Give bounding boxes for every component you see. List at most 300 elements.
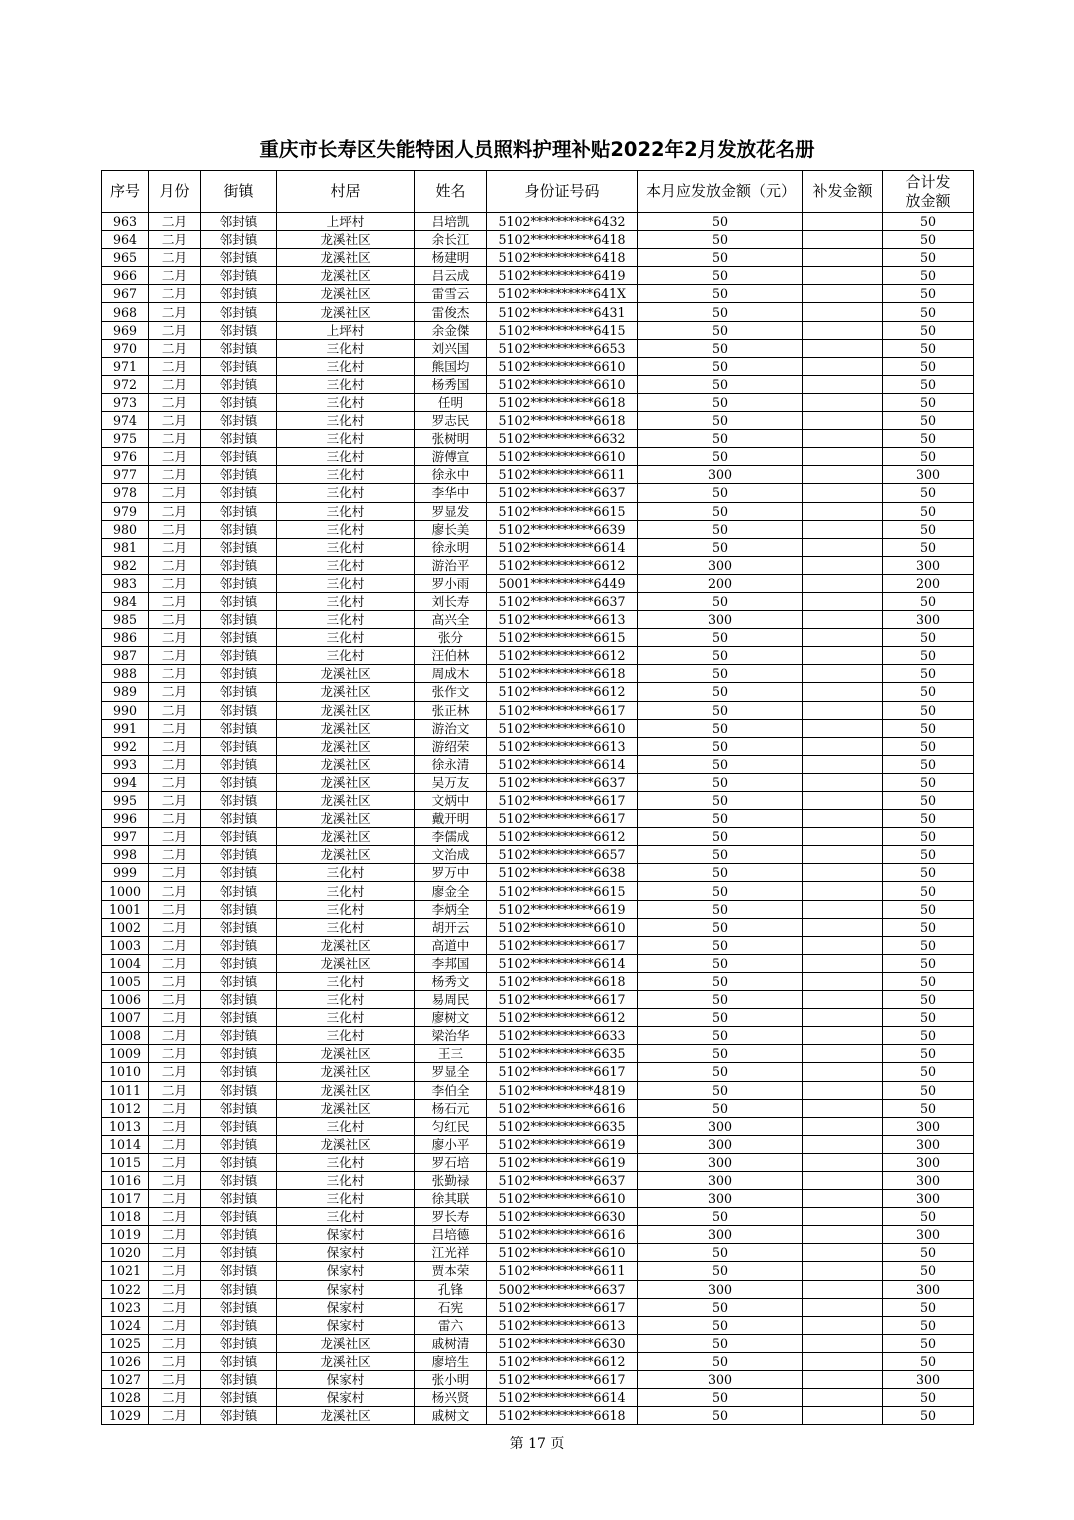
cell-id-number: 5102**********6615	[487, 629, 638, 647]
table-row	[102, 828, 974, 846]
cell-supplement	[803, 1135, 883, 1153]
cell-amount-due: 50	[638, 1063, 803, 1081]
cell-seq: 966	[102, 267, 149, 285]
cell-name: 李华中	[415, 484, 487, 502]
cell-month: 二月	[149, 1316, 201, 1334]
cell-name: 吕云成	[415, 267, 487, 285]
cell-name: 杨石元	[415, 1099, 487, 1117]
cell-name: 张小明	[415, 1371, 487, 1389]
header-name: 姓名	[415, 171, 487, 213]
cell-amount-due: 50	[638, 1407, 803, 1425]
cell-name: 刘兴国	[415, 339, 487, 357]
cell-total: 50	[883, 303, 974, 321]
cell-seq: 1005	[102, 972, 149, 990]
table-row	[102, 665, 974, 683]
cell-supplement	[803, 520, 883, 538]
cell-name: 石宪	[415, 1298, 487, 1316]
table-row	[102, 1081, 974, 1099]
cell-supplement	[803, 864, 883, 882]
cell-total: 300	[883, 1135, 974, 1153]
cell-total: 200	[883, 574, 974, 592]
cell-town: 邻封镇	[201, 737, 277, 755]
cell-total: 50	[883, 1063, 974, 1081]
cell-seq: 974	[102, 412, 149, 430]
cell-id-number: 5102**********6638	[487, 864, 638, 882]
cell-town: 邻封镇	[201, 1190, 277, 1208]
table-row	[102, 1063, 974, 1081]
cell-town: 邻封镇	[201, 484, 277, 502]
cell-month: 二月	[149, 430, 201, 448]
cell-amount-due: 50	[638, 339, 803, 357]
cell-supplement	[803, 1009, 883, 1027]
cell-amount-due: 50	[638, 1027, 803, 1045]
cell-seq: 975	[102, 430, 149, 448]
cell-seq: 1018	[102, 1208, 149, 1226]
cell-town: 邻封镇	[201, 1063, 277, 1081]
cell-name: 游治文	[415, 719, 487, 737]
cell-name: 廖金全	[415, 882, 487, 900]
cell-supplement	[803, 810, 883, 828]
cell-total: 50	[883, 1262, 974, 1280]
cell-amount-due: 50	[638, 1244, 803, 1262]
cell-month: 二月	[149, 1027, 201, 1045]
cell-month: 二月	[149, 484, 201, 502]
cell-total: 50	[883, 484, 974, 502]
table-row	[102, 918, 974, 936]
cell-village: 龙溪社区	[277, 828, 415, 846]
cell-amount-due: 50	[638, 683, 803, 701]
cell-amount-due: 50	[638, 1099, 803, 1117]
cell-total: 50	[883, 900, 974, 918]
cell-name: 杨建明	[415, 249, 487, 267]
cell-id-number: 5102**********6618	[487, 972, 638, 990]
cell-month: 二月	[149, 357, 201, 375]
cell-village: 三化村	[277, 574, 415, 592]
cell-month: 二月	[149, 882, 201, 900]
cell-id-number: 5102**********6630	[487, 1208, 638, 1226]
cell-id-number: 5102**********6419	[487, 267, 638, 285]
table-row	[102, 882, 974, 900]
cell-seq: 976	[102, 448, 149, 466]
cell-month: 二月	[149, 267, 201, 285]
table-row	[102, 357, 974, 375]
cell-month: 二月	[149, 611, 201, 629]
cell-name: 张分	[415, 629, 487, 647]
cell-name: 罗长寿	[415, 1208, 487, 1226]
cell-village: 龙溪社区	[277, 1334, 415, 1352]
cell-total: 50	[883, 1407, 974, 1425]
cell-total: 50	[883, 393, 974, 411]
cell-name: 罗万中	[415, 864, 487, 882]
cell-month: 二月	[149, 1117, 201, 1135]
cell-id-number: 5102**********6612	[487, 683, 638, 701]
cell-supplement	[803, 828, 883, 846]
cell-id-number: 5102**********4819	[487, 1081, 638, 1099]
cell-supplement	[803, 213, 883, 231]
cell-supplement	[803, 1081, 883, 1099]
table-row	[102, 1298, 974, 1316]
cell-village: 龙溪社区	[277, 773, 415, 791]
cell-village: 保家村	[277, 1226, 415, 1244]
table-row	[102, 339, 974, 357]
cell-month: 二月	[149, 249, 201, 267]
cell-supplement	[803, 556, 883, 574]
cell-name: 汪伯林	[415, 647, 487, 665]
table-row	[102, 1171, 974, 1189]
table-row	[102, 1371, 974, 1389]
cell-town: 邻封镇	[201, 936, 277, 954]
table-row	[102, 484, 974, 502]
cell-town: 邻封镇	[201, 1171, 277, 1189]
cell-village: 三化村	[277, 864, 415, 882]
cell-village: 三化村	[277, 1117, 415, 1135]
roster-table	[101, 170, 974, 1425]
cell-month: 二月	[149, 285, 201, 303]
cell-seq: 1003	[102, 936, 149, 954]
cell-town: 邻封镇	[201, 213, 277, 231]
table-header-row	[102, 171, 974, 213]
cell-village: 龙溪社区	[277, 737, 415, 755]
cell-town: 邻封镇	[201, 918, 277, 936]
cell-seq: 1029	[102, 1407, 149, 1425]
cell-supplement	[803, 701, 883, 719]
cell-town: 邻封镇	[201, 755, 277, 773]
cell-amount-due: 50	[638, 592, 803, 610]
cell-month: 二月	[149, 683, 201, 701]
cell-town: 邻封镇	[201, 1117, 277, 1135]
cell-name: 廖长美	[415, 520, 487, 538]
cell-month: 二月	[149, 972, 201, 990]
cell-village: 三化村	[277, 882, 415, 900]
table-row	[102, 303, 974, 321]
cell-id-number: 5102**********6612	[487, 647, 638, 665]
cell-month: 二月	[149, 1352, 201, 1370]
cell-town: 邻封镇	[201, 991, 277, 1009]
cell-seq: 1006	[102, 991, 149, 1009]
cell-month: 二月	[149, 1371, 201, 1389]
cell-id-number: 5102**********6615	[487, 882, 638, 900]
cell-village: 三化村	[277, 339, 415, 357]
cell-name: 文炳中	[415, 792, 487, 810]
cell-town: 邻封镇	[201, 303, 277, 321]
cell-month: 二月	[149, 665, 201, 683]
cell-amount-due: 50	[638, 1009, 803, 1027]
cell-seq: 972	[102, 375, 149, 393]
cell-town: 邻封镇	[201, 1352, 277, 1370]
cell-amount-due: 50	[638, 647, 803, 665]
cell-id-number: 5102**********6613	[487, 1316, 638, 1334]
cell-id-number: 5102**********6637	[487, 592, 638, 610]
cell-supplement	[803, 1389, 883, 1407]
cell-village: 龙溪社区	[277, 285, 415, 303]
table-row	[102, 629, 974, 647]
cell-town: 邻封镇	[201, 1009, 277, 1027]
table-row	[102, 321, 974, 339]
cell-name: 孔锋	[415, 1280, 487, 1298]
cell-name: 罗显全	[415, 1063, 487, 1081]
cell-town: 邻封镇	[201, 574, 277, 592]
cell-seq: 1027	[102, 1371, 149, 1389]
cell-total: 50	[883, 647, 974, 665]
cell-supplement	[803, 303, 883, 321]
cell-amount-due: 50	[638, 900, 803, 918]
table-row	[102, 1262, 974, 1280]
cell-month: 二月	[149, 755, 201, 773]
cell-month: 二月	[149, 954, 201, 972]
cell-village: 三化村	[277, 448, 415, 466]
cell-seq: 1023	[102, 1298, 149, 1316]
cell-amount-due: 50	[638, 1208, 803, 1226]
cell-name: 熊国均	[415, 357, 487, 375]
cell-total: 50	[883, 846, 974, 864]
cell-village: 保家村	[277, 1262, 415, 1280]
cell-amount-due: 50	[638, 773, 803, 791]
cell-amount-due: 300	[638, 611, 803, 629]
cell-amount-due: 50	[638, 810, 803, 828]
page-number: 第 17 页	[509, 1436, 565, 1452]
cell-id-number: 5102**********6633	[487, 1027, 638, 1045]
cell-village: 龙溪社区	[277, 810, 415, 828]
cell-town: 邻封镇	[201, 1081, 277, 1099]
cell-supplement	[803, 1298, 883, 1316]
cell-seq: 977	[102, 466, 149, 484]
cell-month: 二月	[149, 592, 201, 610]
cell-amount-due: 50	[638, 520, 803, 538]
cell-town: 邻封镇	[201, 285, 277, 303]
cell-seq: 1026	[102, 1352, 149, 1370]
cell-id-number: 5102**********6637	[487, 773, 638, 791]
cell-total: 300	[883, 556, 974, 574]
cell-town: 邻封镇	[201, 1226, 277, 1244]
page-title: 重庆市长寿区失能特困人员照料护理补贴2022年2月发放花名册	[259, 138, 815, 161]
cell-total: 300	[883, 1117, 974, 1135]
cell-amount-due: 50	[638, 303, 803, 321]
cell-total: 50	[883, 1334, 974, 1352]
cell-village: 龙溪社区	[277, 249, 415, 267]
cell-amount-due: 300	[638, 1171, 803, 1189]
cell-supplement	[803, 755, 883, 773]
cell-seq: 969	[102, 321, 149, 339]
cell-id-number: 5102**********6612	[487, 828, 638, 846]
cell-village: 三化村	[277, 520, 415, 538]
cell-seq: 1007	[102, 1009, 149, 1027]
cell-month: 二月	[149, 538, 201, 556]
cell-town: 邻封镇	[201, 556, 277, 574]
cell-supplement	[803, 1371, 883, 1389]
cell-total: 50	[883, 538, 974, 556]
cell-total: 300	[883, 1226, 974, 1244]
cell-amount-due: 300	[638, 1190, 803, 1208]
cell-month: 二月	[149, 375, 201, 393]
cell-village: 龙溪社区	[277, 665, 415, 683]
cell-seq: 998	[102, 846, 149, 864]
cell-town: 邻封镇	[201, 611, 277, 629]
cell-id-number: 5102**********6619	[487, 1153, 638, 1171]
cell-month: 二月	[149, 1280, 201, 1298]
cell-village: 龙溪社区	[277, 701, 415, 719]
table-row	[102, 448, 974, 466]
cell-supplement	[803, 991, 883, 1009]
cell-id-number: 5102**********6615	[487, 502, 638, 520]
cell-id-number: 5102**********6617	[487, 1371, 638, 1389]
cell-name: 张树明	[415, 430, 487, 448]
cell-amount-due: 50	[638, 882, 803, 900]
table-row	[102, 900, 974, 918]
cell-seq: 979	[102, 502, 149, 520]
cell-amount-due: 50	[638, 665, 803, 683]
cell-village: 保家村	[277, 1280, 415, 1298]
table-row	[102, 1099, 974, 1117]
cell-month: 二月	[149, 1298, 201, 1316]
table-row	[102, 755, 974, 773]
cell-seq: 1013	[102, 1117, 149, 1135]
cell-seq: 1016	[102, 1171, 149, 1189]
cell-village: 龙溪社区	[277, 1081, 415, 1099]
cell-seq: 996	[102, 810, 149, 828]
cell-village: 保家村	[277, 1244, 415, 1262]
cell-supplement	[803, 1334, 883, 1352]
cell-town: 邻封镇	[201, 846, 277, 864]
cell-id-number: 5102**********6614	[487, 755, 638, 773]
cell-supplement	[803, 1190, 883, 1208]
cell-supplement	[803, 683, 883, 701]
cell-name: 雷俊杰	[415, 303, 487, 321]
cell-id-number: 5102**********6635	[487, 1045, 638, 1063]
table-row	[102, 393, 974, 411]
cell-supplement	[803, 339, 883, 357]
cell-total: 50	[883, 936, 974, 954]
cell-seq: 968	[102, 303, 149, 321]
cell-village: 上坪村	[277, 321, 415, 339]
cell-village: 龙溪社区	[277, 755, 415, 773]
cell-id-number: 5102**********641X	[487, 285, 638, 303]
table-row	[102, 719, 974, 737]
table-row	[102, 466, 974, 484]
cell-total: 300	[883, 1153, 974, 1171]
cell-total: 50	[883, 773, 974, 791]
cell-village: 三化村	[277, 466, 415, 484]
cell-town: 邻封镇	[201, 231, 277, 249]
cell-month: 二月	[149, 792, 201, 810]
cell-supplement	[803, 1063, 883, 1081]
cell-amount-due: 50	[638, 792, 803, 810]
cell-seq: 991	[102, 719, 149, 737]
cell-seq: 983	[102, 574, 149, 592]
cell-month: 二月	[149, 393, 201, 411]
cell-supplement	[803, 393, 883, 411]
cell-village: 龙溪社区	[277, 954, 415, 972]
cell-amount-due: 50	[638, 918, 803, 936]
cell-month: 二月	[149, 448, 201, 466]
table-row	[102, 792, 974, 810]
cell-town: 邻封镇	[201, 1153, 277, 1171]
cell-id-number: 5102**********6415	[487, 321, 638, 339]
cell-total: 50	[883, 321, 974, 339]
table-row	[102, 1280, 974, 1298]
cell-month: 二月	[149, 719, 201, 737]
cell-village: 三化村	[277, 647, 415, 665]
cell-village: 三化村	[277, 991, 415, 1009]
cell-supplement	[803, 629, 883, 647]
table-row	[102, 1208, 974, 1226]
cell-name: 杨秀文	[415, 972, 487, 990]
table-row	[102, 972, 974, 990]
cell-month: 二月	[149, 1063, 201, 1081]
cell-seq: 1009	[102, 1045, 149, 1063]
cell-name: 徐永清	[415, 755, 487, 773]
cell-town: 邻封镇	[201, 792, 277, 810]
cell-supplement	[803, 1117, 883, 1135]
cell-amount-due: 50	[638, 267, 803, 285]
cell-month: 二月	[149, 321, 201, 339]
cell-total: 50	[883, 1298, 974, 1316]
table-row	[102, 737, 974, 755]
cell-town: 邻封镇	[201, 1371, 277, 1389]
table-row	[102, 556, 974, 574]
cell-seq: 1024	[102, 1316, 149, 1334]
cell-seq: 989	[102, 683, 149, 701]
cell-total: 300	[883, 1280, 974, 1298]
cell-seq: 964	[102, 231, 149, 249]
cell-total: 50	[883, 683, 974, 701]
cell-amount-due: 300	[638, 1371, 803, 1389]
cell-month: 二月	[149, 828, 201, 846]
cell-town: 邻封镇	[201, 538, 277, 556]
cell-month: 二月	[149, 737, 201, 755]
cell-month: 二月	[149, 1208, 201, 1226]
header-village: 村居	[277, 171, 415, 213]
cell-id-number: 5102**********6617	[487, 1298, 638, 1316]
cell-seq: 985	[102, 611, 149, 629]
table-row	[102, 683, 974, 701]
cell-month: 二月	[149, 574, 201, 592]
cell-name: 戚树清	[415, 1334, 487, 1352]
cell-village: 保家村	[277, 1371, 415, 1389]
cell-supplement	[803, 737, 883, 755]
cell-name: 罗小雨	[415, 574, 487, 592]
table-row	[102, 213, 974, 231]
cell-supplement	[803, 1045, 883, 1063]
cell-village: 三化村	[277, 556, 415, 574]
cell-month: 二月	[149, 466, 201, 484]
cell-amount-due: 300	[638, 466, 803, 484]
cell-total: 50	[883, 828, 974, 846]
cell-id-number: 5102**********6612	[487, 1352, 638, 1370]
cell-name: 徐永明	[415, 538, 487, 556]
cell-seq: 980	[102, 520, 149, 538]
cell-id-number: 5102**********6657	[487, 846, 638, 864]
table-row	[102, 285, 974, 303]
cell-seq: 1015	[102, 1153, 149, 1171]
table-row	[102, 1226, 974, 1244]
cell-name: 徐永中	[415, 466, 487, 484]
cell-total: 50	[883, 1009, 974, 1027]
cell-village: 龙溪社区	[277, 1135, 415, 1153]
cell-name: 张勤禄	[415, 1171, 487, 1189]
cell-total: 50	[883, 1244, 974, 1262]
cell-village: 龙溪社区	[277, 1045, 415, 1063]
cell-seq: 1025	[102, 1334, 149, 1352]
cell-village: 三化村	[277, 393, 415, 411]
table-row	[102, 1389, 974, 1407]
table-row	[102, 375, 974, 393]
cell-supplement	[803, 1407, 883, 1425]
cell-supplement	[803, 321, 883, 339]
cell-month: 二月	[149, 918, 201, 936]
table-row	[102, 611, 974, 629]
cell-name: 高道中	[415, 936, 487, 954]
header-total: 合计发放金额	[883, 171, 974, 213]
